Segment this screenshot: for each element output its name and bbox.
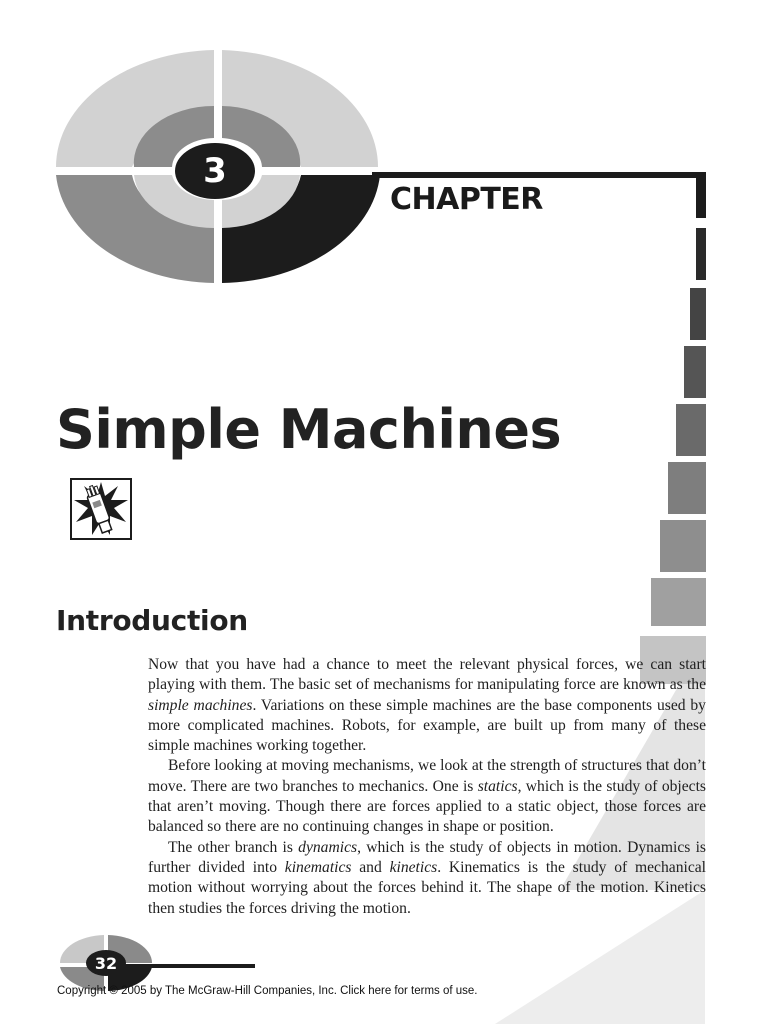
term-dynamics: dynamics <box>298 838 358 856</box>
section-heading: Introduction <box>56 604 248 637</box>
paragraph-text: and <box>351 858 390 876</box>
robot-arm-icon <box>70 478 132 540</box>
paragraph-text: The other branch is <box>168 838 299 856</box>
paragraph-2 <box>148 756 706 837</box>
paragraph-text: Before looking at moving mechanisms, we look at the strength of structures that don’t move. There are two branches to mechanics. One is <box>148 757 706 795</box>
body-text <box>148 655 706 919</box>
paragraph-text: . Variations on these simple machines are the base components used by more complicated machines. Robots, for example, are built up from many of these simple machines working together. <box>148 696 706 755</box>
paragraph-text: , which is the study of objects in motion. Dynamics is further divided into <box>148 838 706 876</box>
chapter-title: Simple Machines <box>56 398 562 461</box>
paragraph-text: , which is the study of objects that aren’t moving. Though there are forces applied to a static object, those forces are balanced so there are no continuing changes in shape or position. <box>148 777 706 836</box>
paragraph-3 <box>148 838 706 919</box>
chapter-label: CHAPTER <box>390 182 543 217</box>
paragraph-text: Now that you have had a chance to meet the relevant physical forces, we can start playing with them. The basic set of mechanisms for manipulating force are known as the <box>148 656 706 694</box>
paragraph-1 <box>148 655 706 756</box>
page-number: 32 <box>94 953 118 973</box>
term-statics: statics <box>477 777 518 795</box>
term-kinematics: kinematics <box>284 858 352 876</box>
paragraph-text: . Kinematics is the study of mechanical motion without worrying about the forces behind it. The shape of the motion. Kinetics then studies the forces driving the motion. <box>148 858 707 917</box>
term-kinetics: kinetics <box>389 858 438 876</box>
copyright-link[interactable]: Copyright © 2005 by The McGraw-Hill Companies, Inc. Click here for terms of use. <box>57 985 478 997</box>
term-simple-machines: simple machines <box>148 696 253 714</box>
chapter-number: 3 <box>203 151 227 191</box>
